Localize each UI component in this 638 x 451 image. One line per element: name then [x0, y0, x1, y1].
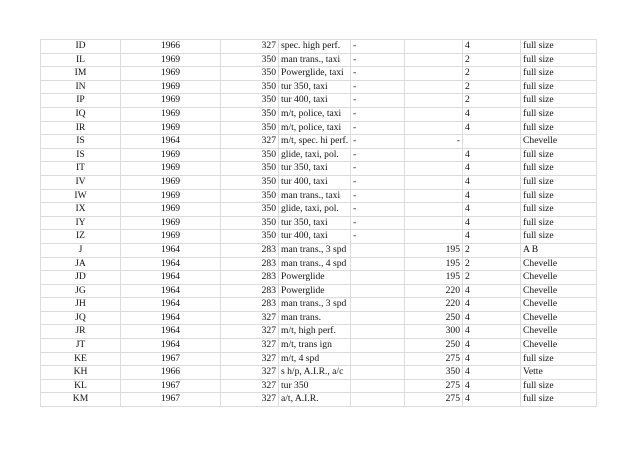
cell-col-dash: - [351, 94, 405, 108]
table-row [41, 135, 597, 149]
table-row [41, 107, 597, 121]
cell-code: IX [41, 203, 121, 217]
cell-year: 1969 [121, 121, 221, 135]
cell-displacement: 327 [221, 352, 279, 366]
cell-horsepower [405, 203, 463, 217]
cell-code: JT [41, 339, 121, 353]
table-row [41, 257, 597, 271]
cell-displacement: 283 [221, 271, 279, 285]
cell-barrels: 2 [463, 257, 521, 271]
cell-body: Vette [521, 366, 597, 380]
cell-horsepower [405, 162, 463, 176]
cell-displacement: 350 [221, 189, 279, 203]
cell-body: Chevelle [521, 325, 597, 339]
cell-body: full size [521, 107, 597, 121]
cell-code: J [41, 243, 121, 257]
cell-body: full size [521, 162, 597, 176]
cell-code: ID [41, 40, 121, 54]
cell-description: m/t, 4 spd [279, 352, 351, 366]
cell-col-dash: - [351, 230, 405, 244]
cell-body: Chevelle [521, 135, 597, 149]
cell-barrels: 2 [463, 94, 521, 108]
cell-displacement: 327 [221, 379, 279, 393]
table-row [41, 162, 597, 176]
cell-col-dash [351, 243, 405, 257]
cell-description: tur 400, taxi [279, 175, 351, 189]
cell-horsepower [405, 175, 463, 189]
cell-year: 1969 [121, 216, 221, 230]
cell-body: full size [521, 121, 597, 135]
cell-displacement: 350 [221, 53, 279, 67]
table-row [41, 230, 597, 244]
cell-body: Chevelle [521, 311, 597, 325]
cell-description: m/t, police, taxi [279, 107, 351, 121]
cell-col-dash [351, 393, 405, 407]
cell-description: man trans. [279, 311, 351, 325]
cell-code: JD [41, 271, 121, 285]
cell-code: JA [41, 257, 121, 271]
cell-body: A B [521, 243, 597, 257]
cell-year: 1964 [121, 311, 221, 325]
cell-barrels: 4 [463, 107, 521, 121]
cell-year: 1967 [121, 352, 221, 366]
cell-barrels: 4 [463, 284, 521, 298]
cell-barrels: 4 [463, 216, 521, 230]
cell-barrels: 4 [463, 379, 521, 393]
cell-year: 1967 [121, 379, 221, 393]
cell-code: KH [41, 366, 121, 380]
cell-description: man trans., 3 spd [279, 243, 351, 257]
table-row [41, 339, 597, 353]
table-row [41, 311, 597, 325]
cell-barrels: 4 [463, 339, 521, 353]
cell-displacement: 283 [221, 284, 279, 298]
cell-year: 1964 [121, 135, 221, 149]
cell-horsepower: 300 [405, 325, 463, 339]
table-row [41, 189, 597, 203]
cell-barrels: 4 [463, 148, 521, 162]
table-row [41, 298, 597, 312]
cell-horsepower [405, 121, 463, 135]
cell-code: IQ [41, 107, 121, 121]
cell-code: IV [41, 175, 121, 189]
cell-body: full size [521, 80, 597, 94]
cell-code: IY [41, 216, 121, 230]
cell-body: full size [521, 94, 597, 108]
cell-barrels: 4 [463, 230, 521, 244]
cell-description: Powerglide, taxi [279, 67, 351, 81]
cell-displacement: 350 [221, 175, 279, 189]
cell-body: full size [521, 203, 597, 217]
cell-displacement: 350 [221, 216, 279, 230]
table-row [41, 393, 597, 407]
cell-barrels: 4 [463, 203, 521, 217]
cell-displacement: 327 [221, 339, 279, 353]
cell-description: Powerglide [279, 271, 351, 285]
cell-col-dash: - [351, 189, 405, 203]
cell-barrels: 2 [463, 53, 521, 67]
cell-displacement: 327 [221, 325, 279, 339]
table-row [41, 40, 597, 54]
table-row [41, 94, 597, 108]
cell-body: Chevelle [521, 298, 597, 312]
cell-body: full size [521, 189, 597, 203]
cell-description: tur 350, taxi [279, 80, 351, 94]
cell-horsepower [405, 216, 463, 230]
cell-code: IN [41, 80, 121, 94]
cell-body: full size [521, 40, 597, 54]
cell-code: IP [41, 94, 121, 108]
cell-col-dash: - [351, 107, 405, 121]
cell-horsepower: 275 [405, 393, 463, 407]
cell-year: 1964 [121, 339, 221, 353]
cell-barrels: 4 [463, 162, 521, 176]
cell-description: s h/p, A.I.R., a/c [279, 366, 351, 380]
cell-year: 1969 [121, 80, 221, 94]
cell-displacement: 350 [221, 203, 279, 217]
cell-col-dash: - [351, 121, 405, 135]
cell-description: glide, taxi, pol. [279, 203, 351, 217]
table-row [41, 203, 597, 217]
cell-description: tur 400, taxi [279, 230, 351, 244]
cell-displacement: 350 [221, 107, 279, 121]
cell-year: 1969 [121, 107, 221, 121]
cell-year: 1969 [121, 189, 221, 203]
cell-barrels: 4 [463, 352, 521, 366]
cell-barrels: 4 [463, 366, 521, 380]
cell-col-dash [351, 325, 405, 339]
cell-horsepower [405, 230, 463, 244]
cell-year: 1964 [121, 325, 221, 339]
cell-displacement: 283 [221, 243, 279, 257]
table-row [41, 121, 597, 135]
cell-displacement: 327 [221, 135, 279, 149]
cell-description: m/t, trans ign [279, 339, 351, 353]
cell-displacement: 327 [221, 366, 279, 380]
table-row [41, 216, 597, 230]
cell-description: glide, taxi, pol. [279, 148, 351, 162]
cell-body: Chevelle [521, 271, 597, 285]
cell-year: 1969 [121, 148, 221, 162]
cell-body: full size [521, 216, 597, 230]
cell-horsepower: 220 [405, 298, 463, 312]
cell-col-dash: - [351, 40, 405, 54]
cell-displacement: 350 [221, 162, 279, 176]
table-body [41, 40, 597, 407]
cell-body: full size [521, 175, 597, 189]
cell-barrels: 4 [463, 298, 521, 312]
cell-year: 1969 [121, 67, 221, 81]
cell-horsepower [405, 40, 463, 54]
table-row [41, 284, 597, 298]
cell-displacement: 350 [221, 148, 279, 162]
cell-col-dash [351, 284, 405, 298]
table-row [41, 243, 597, 257]
cell-body: full size [521, 230, 597, 244]
cell-displacement: 327 [221, 311, 279, 325]
cell-horsepower: 195 [405, 243, 463, 257]
cell-displacement: 283 [221, 257, 279, 271]
cell-displacement: 350 [221, 230, 279, 244]
cell-body: full size [521, 393, 597, 407]
cell-description: m/t, high perf. [279, 325, 351, 339]
cell-horsepower: - [405, 135, 463, 149]
cell-body: full size [521, 352, 597, 366]
cell-col-dash: - [351, 148, 405, 162]
cell-horsepower [405, 80, 463, 94]
cell-horsepower: 275 [405, 352, 463, 366]
cell-description: m/t, police, taxi [279, 121, 351, 135]
cell-year: 1964 [121, 284, 221, 298]
cell-barrels: 4 [463, 393, 521, 407]
cell-col-dash: - [351, 53, 405, 67]
cell-horsepower: 250 [405, 311, 463, 325]
cell-code: IR [41, 121, 121, 135]
cell-barrels: 4 [463, 325, 521, 339]
table-row [41, 53, 597, 67]
cell-body: full size [521, 67, 597, 81]
cell-year: 1969 [121, 94, 221, 108]
cell-col-dash: - [351, 80, 405, 94]
cell-horsepower [405, 94, 463, 108]
cell-body: Chevelle [521, 339, 597, 353]
cell-year: 1964 [121, 243, 221, 257]
cell-col-dash [351, 298, 405, 312]
cell-description: tur 350 [279, 379, 351, 393]
cell-col-dash [351, 339, 405, 353]
cell-code: IS [41, 148, 121, 162]
table-row [41, 366, 597, 380]
cell-displacement: 350 [221, 80, 279, 94]
cell-description: a/t, A.I.R. [279, 393, 351, 407]
cell-col-dash: - [351, 135, 405, 149]
cell-barrels: 4 [463, 175, 521, 189]
cell-barrels: 2 [463, 80, 521, 94]
cell-horsepower [405, 189, 463, 203]
cell-code: JQ [41, 311, 121, 325]
table-row [41, 80, 597, 94]
cell-horsepower [405, 107, 463, 121]
cell-description: man trans., 3 spd [279, 298, 351, 312]
cell-col-dash: - [351, 162, 405, 176]
cell-code: JR [41, 325, 121, 339]
cell-horsepower: 195 [405, 257, 463, 271]
cell-year: 1969 [121, 53, 221, 67]
cell-col-dash [351, 257, 405, 271]
table-row [41, 271, 597, 285]
table-row [41, 352, 597, 366]
cell-displacement: 283 [221, 298, 279, 312]
cell-year: 1969 [121, 162, 221, 176]
cell-displacement: 350 [221, 94, 279, 108]
cell-description: spec. high perf. [279, 40, 351, 54]
cell-horsepower [405, 67, 463, 81]
cell-barrels: 4 [463, 189, 521, 203]
cell-horsepower: 250 [405, 339, 463, 353]
cell-year: 1964 [121, 298, 221, 312]
cell-body: Chevelle [521, 257, 597, 271]
cell-year: 1969 [121, 175, 221, 189]
cell-col-dash [351, 271, 405, 285]
table-row [41, 67, 597, 81]
cell-barrels: 2 [463, 271, 521, 285]
cell-year: 1966 [121, 40, 221, 54]
engine-code-table [40, 39, 597, 407]
cell-body: full size [521, 379, 597, 393]
cell-horsepower: 195 [405, 271, 463, 285]
cell-description: tur 400, taxi [279, 94, 351, 108]
cell-barrels: 4 [463, 121, 521, 135]
cell-displacement: 327 [221, 40, 279, 54]
cell-code: IM [41, 67, 121, 81]
cell-horsepower [405, 148, 463, 162]
cell-horsepower: 275 [405, 379, 463, 393]
cell-body: full size [521, 148, 597, 162]
cell-barrels: 4 [463, 311, 521, 325]
cell-body: Chevelle [521, 284, 597, 298]
cell-code: JH [41, 298, 121, 312]
cell-code: KM [41, 393, 121, 407]
cell-description: m/t, spec. hi perf. [279, 135, 351, 149]
cell-year: 1969 [121, 230, 221, 244]
table-row [41, 148, 597, 162]
cell-code: IL [41, 53, 121, 67]
table-row [41, 325, 597, 339]
cell-code: JG [41, 284, 121, 298]
cell-description: tur 350, taxi [279, 216, 351, 230]
cell-code: IW [41, 189, 121, 203]
table-row [41, 379, 597, 393]
cell-description: tur 350, taxi [279, 162, 351, 176]
cell-barrels: 2 [463, 67, 521, 81]
cell-col-dash [351, 379, 405, 393]
cell-displacement: 350 [221, 121, 279, 135]
cell-col-dash: - [351, 67, 405, 81]
cell-year: 1964 [121, 257, 221, 271]
cell-description: man trans., taxi [279, 53, 351, 67]
cell-horsepower: 220 [405, 284, 463, 298]
cell-description: Powerglide [279, 284, 351, 298]
cell-barrels: 2 [463, 243, 521, 257]
cell-year: 1964 [121, 271, 221, 285]
cell-col-dash: - [351, 203, 405, 217]
cell-col-dash [351, 311, 405, 325]
cell-code: IS [41, 135, 121, 149]
cell-body: full size [521, 53, 597, 67]
cell-col-dash: - [351, 216, 405, 230]
cell-col-dash [351, 352, 405, 366]
cell-displacement: 350 [221, 67, 279, 81]
cell-code: IZ [41, 230, 121, 244]
cell-horsepower: 350 [405, 366, 463, 380]
cell-col-dash: - [351, 175, 405, 189]
cell-year: 1966 [121, 366, 221, 380]
cell-year: 1967 [121, 393, 221, 407]
table-row [41, 175, 597, 189]
cell-col-dash [351, 366, 405, 380]
cell-code: KE [41, 352, 121, 366]
cell-horsepower [405, 53, 463, 67]
cell-displacement: 327 [221, 393, 279, 407]
cell-description: man trans., taxi [279, 189, 351, 203]
cell-barrels: 4 [463, 40, 521, 54]
cell-year: 1969 [121, 203, 221, 217]
cell-barrels [463, 135, 521, 149]
cell-code: KL [41, 379, 121, 393]
cell-code: IT [41, 162, 121, 176]
cell-description: man trans., 4 spd [279, 257, 351, 271]
